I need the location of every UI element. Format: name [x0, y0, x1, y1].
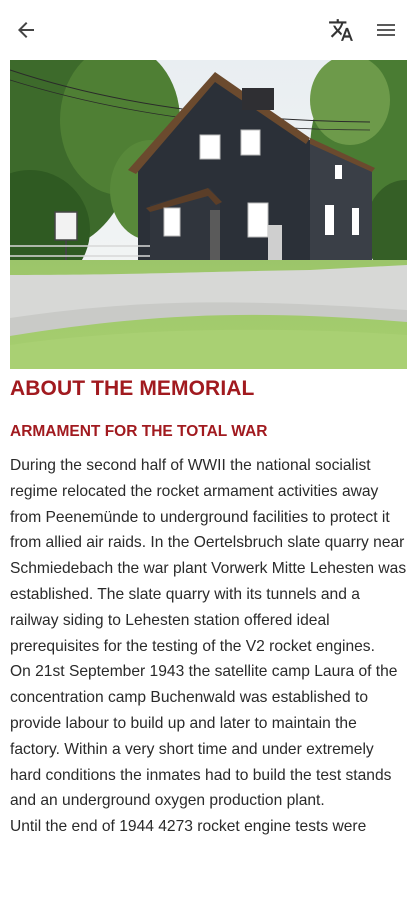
back-button[interactable] — [6, 10, 46, 50]
hero-image — [10, 60, 407, 369]
article-paragraph-1: During the second half of WWII the national socialist regime relocated the rocket armament activities away from Peenemünde to underground facilities to protect it from allied air raids. In the Oertelsbruch slate quarry near Schmiedebach the war plant Vorwerk Mitte Lehesten was established. The slate quarry with its tunnels and a railway siding to Lehesten station offered ideal prerequisites for the testing of the V2 rocket engines. — [10, 457, 407, 655]
translate-icon — [328, 17, 354, 43]
article-paragraph-2: On 21st September 1943 the satellite camp Laura of the concentration camp Buchenwald was established to provide labour to build up and later to maintain the factory. Within a very short time and under extremely hard conditions the inmates had to build the test stands and an underground oxygen production plant. — [10, 663, 398, 810]
page-title: ABOUT THE MEMORIAL — [10, 377, 255, 400]
hamburger-menu-icon — [374, 18, 398, 42]
section-subtitle: ARMAMENT FOR THE TOTAL WAR — [10, 423, 268, 440]
app-bar — [0, 0, 415, 60]
translate-button[interactable] — [321, 10, 361, 50]
article-paragraph-3: Until the end of 1944 4273 rocket engine tests were — [10, 818, 367, 836]
memorial-building-photo — [10, 60, 407, 369]
menu-button[interactable] — [366, 10, 406, 50]
arrow-left-icon — [14, 18, 38, 42]
article-content — [10, 372, 407, 840]
